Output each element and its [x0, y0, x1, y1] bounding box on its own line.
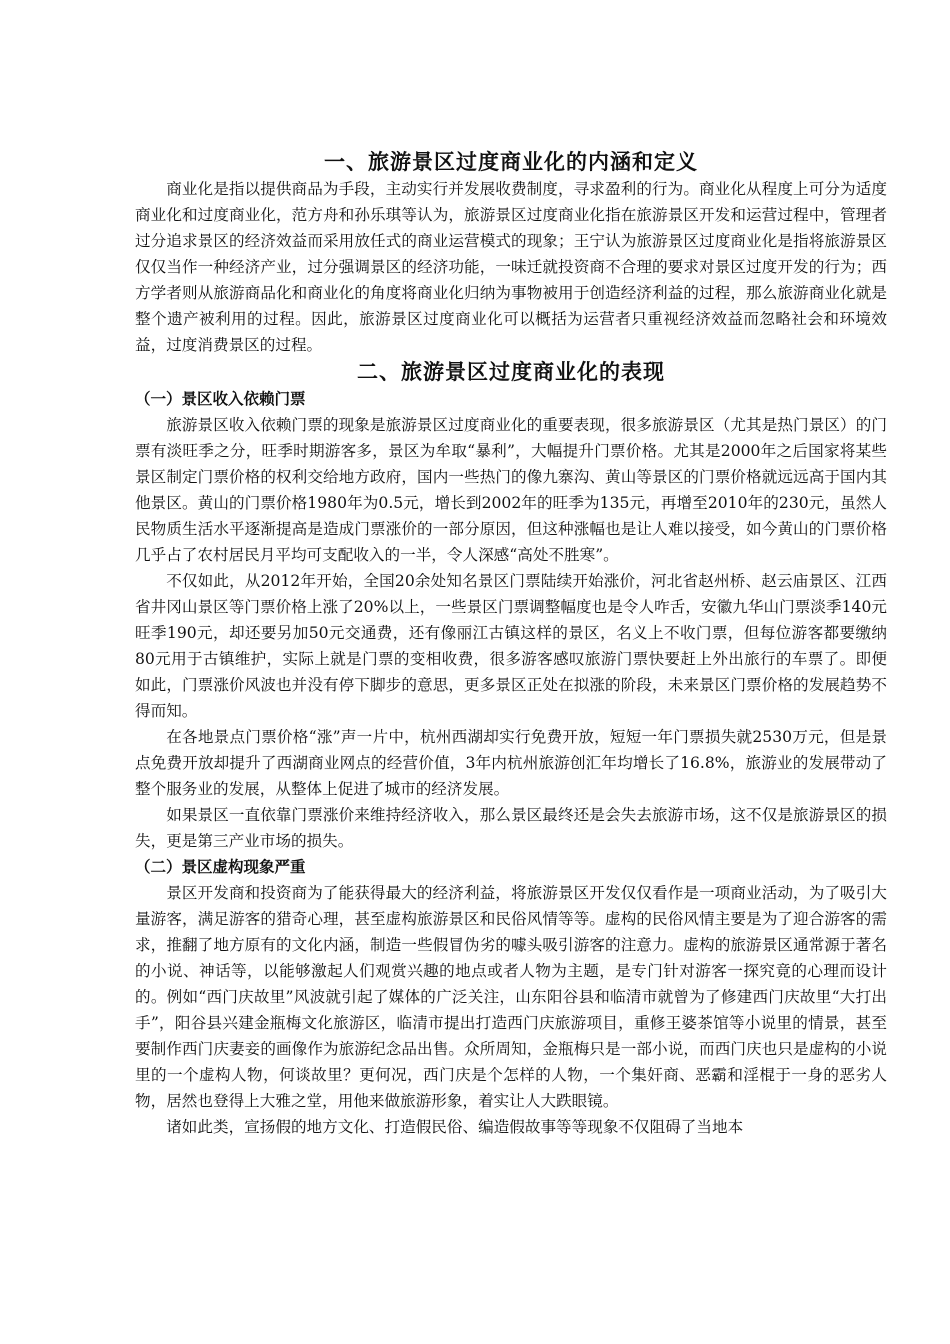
document-page	[135, 148, 887, 1140]
subsection-1-paragraph-1: 旅游景区收入依赖门票的现象是旅游景区过度商业化的重要表现，很多旅游景区（尤其是热门景区）的门票有淡旺季之分，旺季时期游客多，景区为牟取“暴利”，大幅提升门票价格。尤其是2000年之后国家将某些景区制定门票价格的权利交给地方政府，国内一些热门的像九寨沟、黄山等景区的门票价格就远远高于国内其他景区。黄山的门票价格1980年为0.5元，增长到2002年的旺季为135元，再增至2010年的230元，虽然人民物质生活水平逐渐提高是造成门票涨价的一部分原因，但这种涨幅也是让人难以接受，如今黄山的门票价格几乎占了农村居民月平均可支配收入的一半，令人深感“高处不胜寒”。	[135, 416, 887, 564]
subsection-1-paragraph-4: 如果景区一直依靠门票涨价来维持经济收入，那么景区最终还是会失去旅游市场，这不仅是旅游景区的损失，更是第三产业市场的损失。	[135, 806, 887, 850]
subsection-1-paragraph-2: 不仅如此，从2012年开始，全国20余处知名景区门票陆续开始涨价，河北省赵州桥、赵云庙景区、江西省井冈山景区等门票价格上涨了20%以上，一些景区门票调整幅度也是令人咋舌，安徽九华山门票淡季140元旺季190元，却还要另加50元交通费，还有像丽江古镇这样的景区，名义上不收门票，但每位游客都要缴纳80元用于古镇维护，实际上就是门票的变相收费，很多游客感叹旅游门票快要赶上外出旅行的车票了。即便如此，门票涨价风波也并没有停下脚步的意思，更多景区正处在拟涨的阶段，未来景区门票价格的发展趋势不得而知。	[135, 572, 887, 720]
section-1-heading: 一、旅游景区过度商业化的内涵和定义	[324, 150, 698, 174]
subsection-2-paragraph-1: 景区开发商和投资商为了能获得最大的经济利益，将旅游景区开发仅仅看作是一项商业活动，为了吸引大量游客，满足游客的猎奇心理，甚至虚构旅游景区和民俗风情等等。虚构的民俗风情主要是为了迎合游客的需求，推翻了地方原有的文化内涵，制造一些假冒伪劣的噱头吸引游客的注意力。虚构的旅游景区通常源于著名的小说、神话等，以能够激起人们观赏兴趣的地点或者人物为主题，是专门针对游客一探究竟的心理而设计的。例如“西门庆故里”风波就引起了媒体的广泛关注，山东阳谷县和临清市就曾为了修建西门庆故里“大打出手”，阳谷县兴建金瓶梅文化旅游区，临清市提出打造西门庆旅游项目，重修王婆茶馆等小说里的情景，甚至要制作西门庆妻妾的画像作为旅游纪念品出售。众所周知，金瓶梅只是一部小说，而西门庆也只是虚构的小说里的一个虚构人物，何谈故里？更何况，西门庆是个怎样的人物，一个集奸商、恶霸和淫棍于一身的恶劣人物，居然也登得上大雅之堂，用他来做旅游形象，着实让人大跌眼镜。	[135, 884, 887, 1110]
subsection-1-heading: （一）景区收入依赖门票	[135, 390, 306, 408]
section-1-paragraph-1: 商业化是指以提供商品为手段，主动实行并发展收费制度，寻求盈利的行为。商业化从程度上可分为适度商业化和过度商业化，范方舟和孙乐琪等认为，旅游景区过度商业化指在旅游景区开发和运营过程中，管理者过分追求景区的经济效益而采用放任式的商业运营模式的现象；王宁认为旅游景区过度商业化是指将旅游景区仅仅当作一种经济产业，过分强调景区的经济功能，一味迁就投资商不合理的要求对景区过度开发的行为；西方学者则从旅游商品化和商业化的角度将商业化归纳为事物被用于创造经济利益的过程，那么旅游商业化就是整个遗产被利用的过程。因此，旅游景区过度商业化可以概括为运营者只重视经济效益而忽略社会和环境效益，过度消费景区的过程。	[135, 180, 887, 354]
subsection-2-paragraph-2: 诸如此类，宣扬假的地方文化、打造假民俗、编造假故事等等现象不仅阻碍了当地本	[166, 1118, 744, 1136]
subsection-2-heading: （二）景区虚构现象严重	[135, 858, 306, 876]
section-2-heading: 二、旅游景区过度商业化的表现	[357, 360, 665, 384]
subsection-1-paragraph-3: 在各地景点门票价格“涨”声一片中，杭州西湖却实行免费开放，短短一年门票损失就2530万元，但是景点免费开放却提升了西湖商业网点的经营价值，3年内杭州旅游创汇年均增长了16.8%，旅游业的发展带动了整个服务业的发展，从整体上促进了城市的经济发展。	[135, 728, 887, 798]
